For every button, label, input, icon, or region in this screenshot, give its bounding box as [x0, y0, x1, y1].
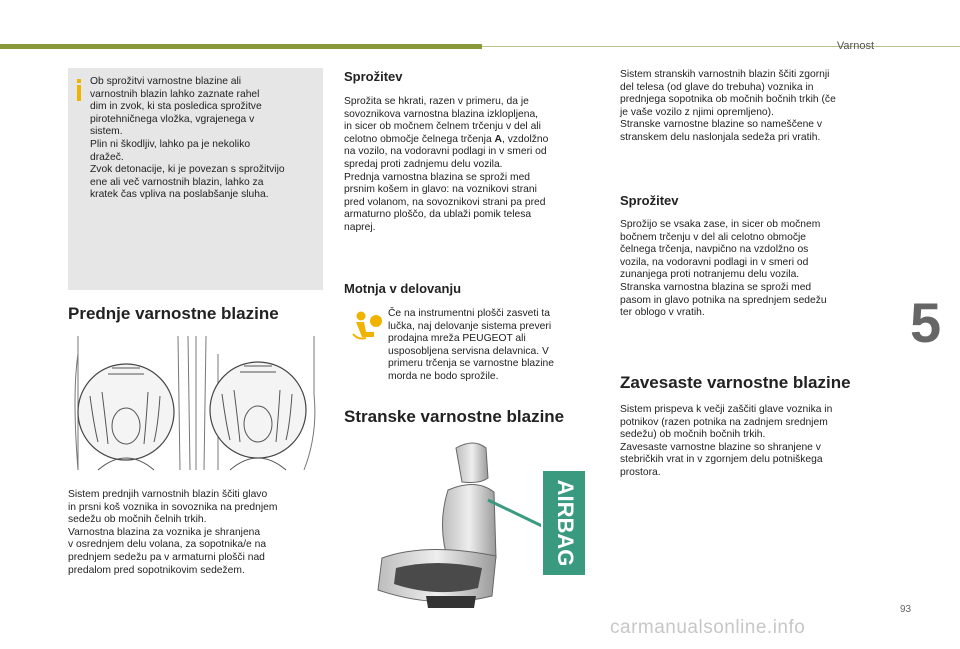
deployment-text-before: Sprožita se hkrati, razen v primeru, da je sovoznikova varnostna blazina izklopljena, in sicer ob močnem čelnem trčenju v del ali celotno območje čelnega trčenja	[344, 96, 541, 145]
section-title: Varnost	[836, 40, 874, 52]
header-accent-bar	[0, 44, 482, 49]
zone-marker: A	[494, 133, 502, 145]
note-text: Ob sprožitvi varnostne blazine ali varnostnih blazin lahko zaznate rahel dim in zvok, ki sta posledica sprožitve pirotehničnega vložka, vgrajenega v sistem. Plin ni škodljiv, lahko pa je nekoliko dražeč. Zvok detonacije, ki je povezan s sprožitvijo ene ali več varnostnih blazin, lahko za kratek čas vpliva na poslabšanje sluha.	[90, 76, 285, 201]
front-airbags-title: Prednje varnostne blazine	[68, 304, 279, 323]
airbag-warning-icon	[352, 310, 384, 340]
side-airbags-text: Sistem stranskih varnostnih blazin ščiti zgornji del telesa (od glave do trebuha) voznika in prednjega sopotnika ob močnih bočnih trkih (če je vaše vozilo z njimi opremljeno). Stranske varnostne blazine so nameščene v stranskem delu naslonjala sedeža pri vratih.	[620, 69, 836, 143]
front-airbags-text: Sistem prednjih varnostnih blazin ščiti glavo in prsni koš voznika in sovoznika na prednjem sedežu ob močnih čelnih trkih. Varnostna blazina za voznika je shranjena v osrednjem delu volana, za sopotnika/e na prednjem sedežu pa v armaturni plošči nad predalom pred sopotnikovim sedežem.	[68, 489, 278, 576]
chapter-number: 5	[910, 291, 942, 354]
side-deployment-title: Sprožitev	[620, 193, 679, 208]
side-airbags-title: Stranske varnostne blazine	[344, 407, 565, 426]
info-icon	[74, 79, 84, 101]
front-airbags-illustration	[68, 334, 324, 472]
page-number: 93	[900, 604, 912, 615]
watermark: carmanualsonline.info	[610, 617, 806, 638]
deployment-text-after: , vzdolžno na vozilo, na vodoravni podlagi in v smeri od spredaj proti zadnjemu delu vozila. Prednja varnostna blazina se sproži med prsnim košem in glavo: na voznikovi strani pred volanom, na sovoznikovi strani pa pred armaturno ploščo, da ublaži pomik telesa naprej.	[344, 133, 549, 233]
deployment-text	[344, 96, 594, 235]
airbag-label: AIRBAG	[553, 479, 579, 567]
side-deployment-text: Sprožijo se vsaka zase, in sicer ob močnem bočnem trčenju v del ali celotno območje čelnega trčenja, navpično na vzdolžno os vozila, na vodoravni podlagi in v smeri od zunanjega proti notranjemu delu vozila. Stranska varnostna blazina se sproži med pasom in glavo potnika na sprednjem sedežu ter oblogo v vratih.	[620, 219, 827, 319]
malfunction-title: Motnja v delovanju	[344, 281, 462, 296]
header-rule	[482, 46, 960, 47]
curtain-airbags-title: Zavesaste varnostne blazine	[620, 373, 851, 392]
deployment-title: Sprožitev	[344, 69, 403, 84]
seat-airbag-illustration	[356, 438, 590, 610]
chapter-tab	[908, 290, 960, 360]
curtain-airbags-text: Sistem prispeva k večji zaščiti glave voznika in potnikov (razen potnika na zadnjem srednjem sedežu) ob močnih bočnih trkih. Zavesaste varnostne blazine so shranjene v stebričkih vrat in v zgornjem delu potniškega prostora.	[620, 404, 833, 478]
malfunction-text: Če na instrumentni plošči zasveti ta lučka, naj delovanje sistema preveri prodajna mreža PEUGEOT ali usposobljena servisna delavnica. V primeru trčenja se varnostne blazine morda ne bodo sprožile.	[388, 308, 554, 382]
